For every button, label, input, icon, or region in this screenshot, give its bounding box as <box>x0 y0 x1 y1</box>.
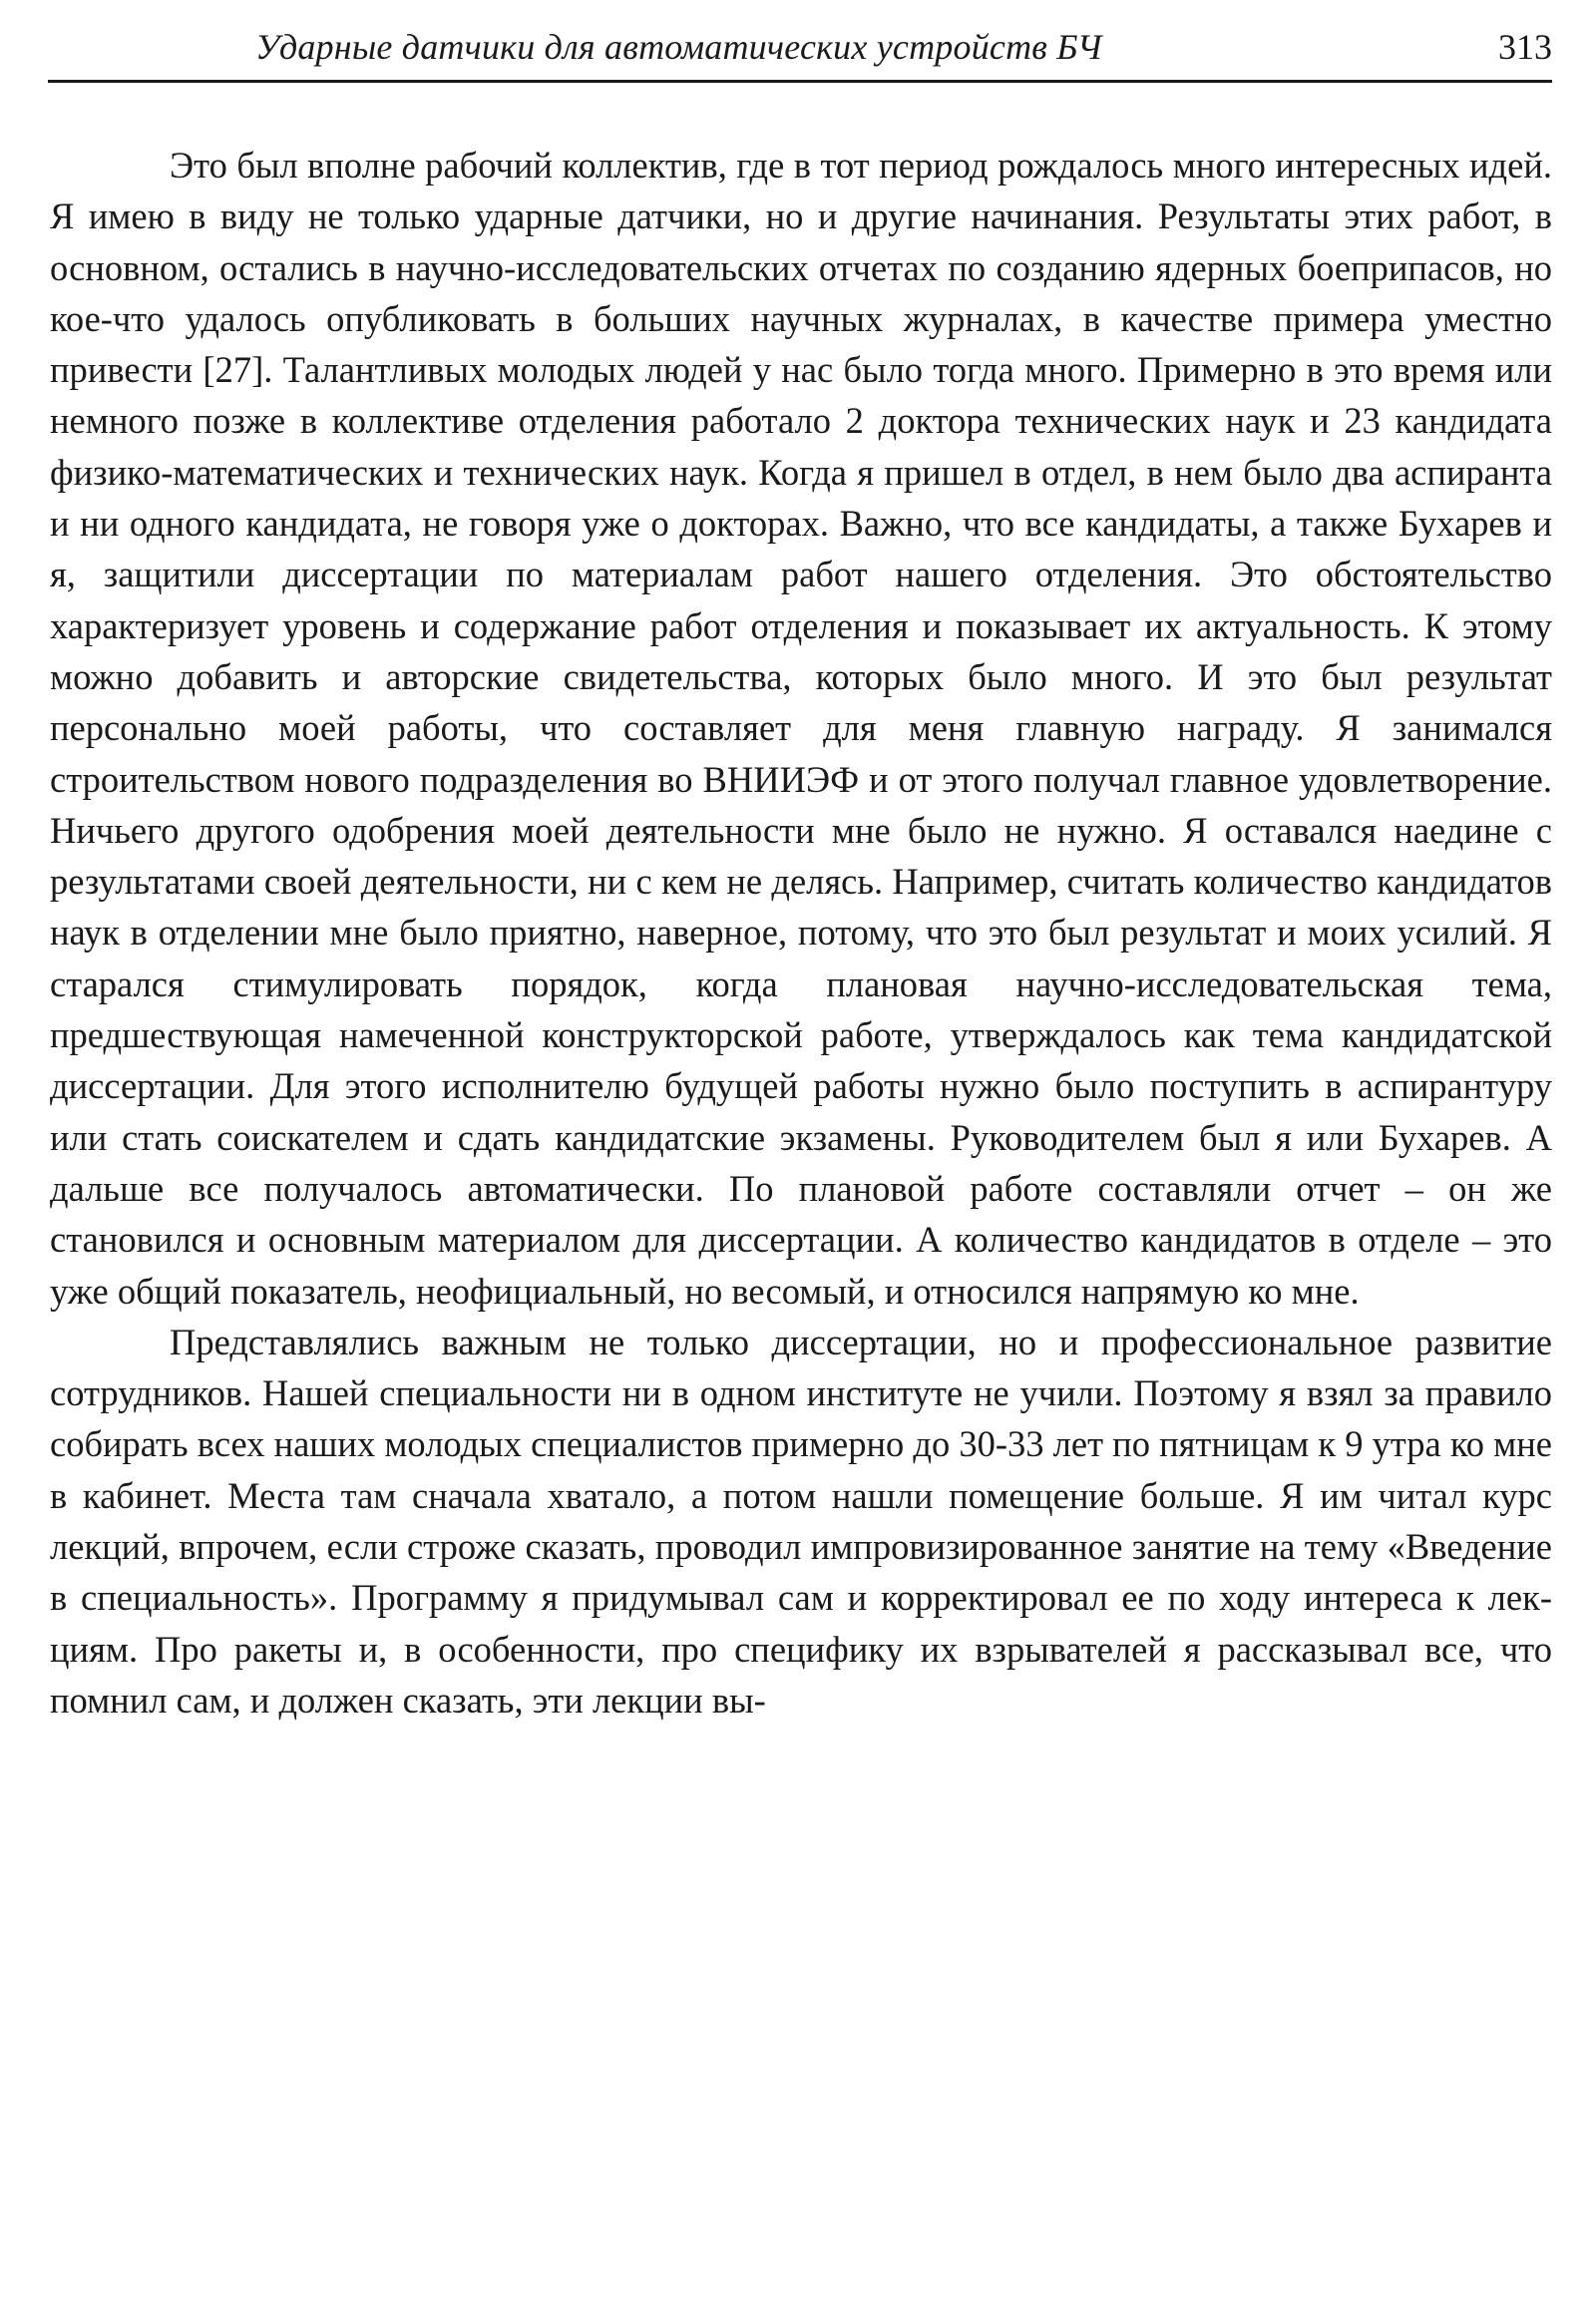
page-number: 313 <box>1498 27 1552 67</box>
running-title: Ударные датчики для автоматических устройств БЧ <box>255 27 1102 67</box>
running-header <box>48 22 1552 83</box>
paragraph: Представлялись важным не только диссертации, но и профессиональное развитие сотрудников. Нашей специальности ни в одном институте не учили. Поэтому я взял за правило собирать всех наших молодых специалистов примерно до 30-33 лет по пятницам к 9 утра ко мне в кабинет. Места там сначала хватало, а потом нашли помещение больше. Я им читал курс лекций, впрочем, если строже сказать, проводил импровизированное занятие на тему «Введение в специальность». Программу я придумывал сам и корректировал ее по ходу интереса к лекциям. Про ракеты и, в особенности, про специфику их взрывателей я рассказывал все, что помнил сам, и должен сказать, эти лекции вы- <box>50 1321 1552 1721</box>
paragraph: Это был вполне рабочий коллектив, где в тот период рождалось много интересных идей. Я имею в виду не только ударные датчики, но и другие начинания. Результаты этих работ, в основном, остались в научно-исследовательских отчетах по созданию ядерных боеприпасов, но кое-что удалось опубликовать в больших научных журналах, в качестве примера уместно привести [27]. Талантливых молодых людей у нас было тогда много. Примерно в это время или немного позже в коллективе отделения работало 2 доктора технических наук и 23 кандидата физико-математических и технических наук. Когда я пришел в отдел, в нем было два аспиранта и ни одного кандидата, не говоря уже о докторах. Важно, что все кандидаты, а также Бухарев и я, защитили диссертации по материалам работ нашего отделения. Это обстоятельство характеризует уровень и содержание работ отделения и показывает их актуальность. К этому можно добавить и авторские свидетельства, которых было много. И это был результат персонально моей работы, что составляет для меня главную награду. Я занимался строительством нового подразделения во ВНИИЭФ и от этого получал главное удовлетворение. Ничьего другого одобрения моей деятельности мне было не нужно. Я оставался наедине с результатами своей деятельности, ни с кем не делясь. Например, считать количество кандидатов наук в отделении мне было приятно, наверное, потому, что это был результат и моих усилий. Я старался стимулировать порядок, когда плановая научно-исследовательская тема, предшествующая намеченной конструкторской работе, утверждалось как тема кандидатской диссертации. Для этого исполнителю будущей работы нужно было поступить в аспирантуру или стать соискателем и сдать кандидатские экзамены. Руководителем был я или Бухарев. А дальше все получалось автоматически. По плановой работе составляли отчет – он же становился и основным материалом для диссертации. А количество кандидатов в отделе – это уже общий показатель, неофициальный, но весомый, и относился напрямую ко мне. <box>50 145 1552 1312</box>
body-text <box>50 140 1552 2294</box>
